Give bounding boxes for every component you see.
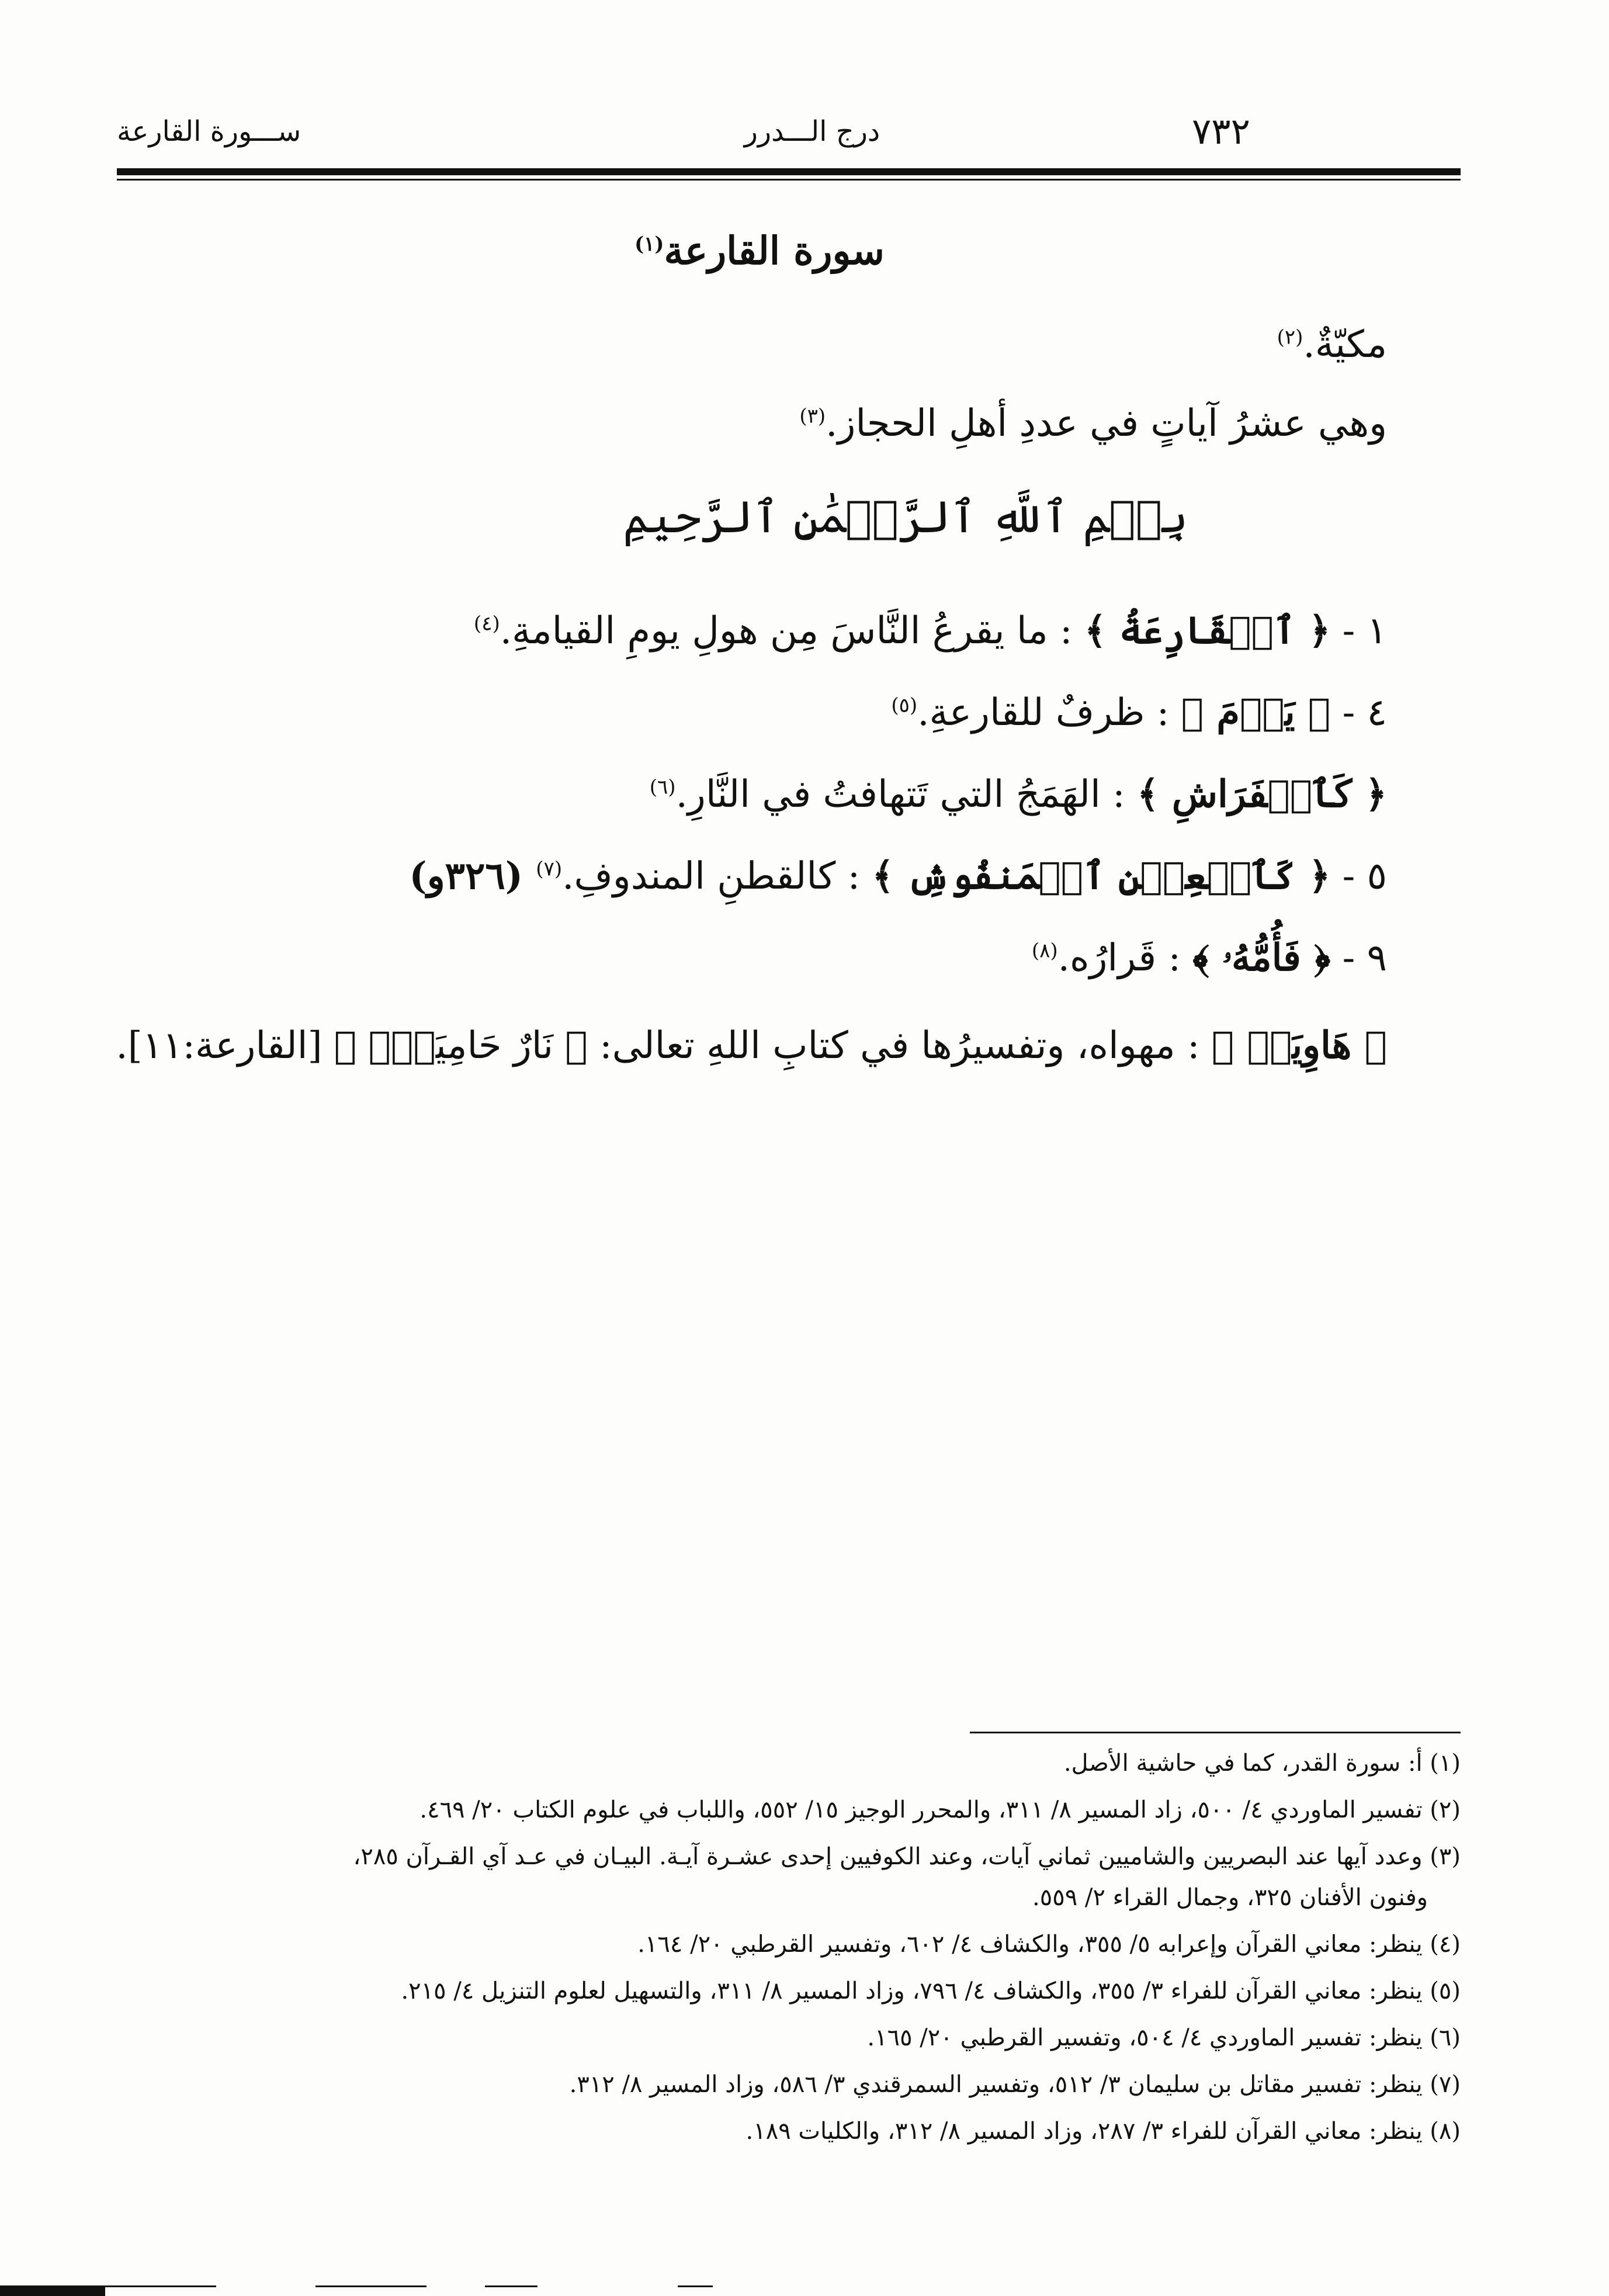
footnote-continuation: وفنون الأفنان ٣٢٥، وجمال القراء ٢/ ٥٥٩. [1032, 1884, 1428, 1911]
footnote-ref: (٢) [1277, 325, 1303, 349]
quran-word: ﴿ كَٱلۡعِهۡنِ ٱلۡمَنفُوشِ ﴾ [872, 854, 1331, 898]
verse-gloss: : قَرارُه. [1057, 937, 1193, 980]
footnote-ref: (٦) [649, 775, 676, 799]
verse-entry [650, 762, 1387, 827]
scan-edge-mark [485, 2285, 538, 2287]
footnote-separator [970, 1732, 1461, 1733]
intro-line-makkiyya [1277, 313, 1387, 377]
footnote: (١) أ: سورة القدر، كما في حاشية الأصل. [1063, 1750, 1461, 1777]
header-rule-thin [117, 179, 1461, 181]
footnote: (٢) تفسير الماوردي ٤/ ٥٠٠، زاد المسير ٨/ ٣١١، والمحرر الوجيز ١٥/ ٥٥٢، واللباب في علوم الكتاب ٢٠/ ٤٦٩. [419, 1796, 1461, 1823]
manuscript-folio-marker: (٣٢٦و) [409, 854, 536, 898]
surah-title-text: سورة القارعة [664, 228, 885, 273]
scan-edge-mark [315, 2285, 426, 2287]
page-number: ٧٣٢ [1192, 110, 1250, 152]
scan-edge-mark [0, 2285, 105, 2296]
footnote-ref: (٣) [799, 404, 826, 428]
quran-word: ﴿ كَٱلۡفَرَاشِ ﴾ [1137, 772, 1387, 816]
footnote: (٤) ينظر: معاني القرآن وإعرابه ٥/ ٣٥٥، والكشاف ٤/ ٦٠٢، وتفسير القرطبي ٢٠/ ١٦٤. [637, 1931, 1461, 1958]
verse-entry [409, 844, 1387, 908]
verse-entry [116, 1014, 1387, 1078]
quran-word: ﴿ يَوۡمَ ﴾ [1181, 691, 1331, 734]
basmala: بِسۡمِ ٱللَّهِ ٱلرَّحۡمَٰنِ ٱلرَّحِيمِ [623, 491, 1188, 543]
footnote: (٧) ينظر: تفسير مقاتل بن سليمان ٣/ ٥١٢، وتفسير السمرقندي ٣/ ٥٨٦، وزاد المسير ٨/ ٣١٢. [569, 2071, 1461, 2098]
verse-number: ٥ - [1330, 855, 1387, 898]
verse-gloss: : ظرفٌ للقارعةِ. [917, 691, 1181, 734]
footnote-ref: (٥) [891, 693, 918, 717]
verse-entry [891, 681, 1387, 745]
running-surah-title: ســـورة القارعة [117, 115, 301, 148]
surah-title [584, 228, 935, 273]
scan-edge-mark [105, 2285, 216, 2287]
footnote: (٥) ينظر: معاني القرآن للفراء ٣/ ٣٥٥، والكشاف ٤/ ٧٩٦، وزاد المسير ٨/ ٣١١، والتسهيل لعلوم التنزيل ٤/ ٢١٥. [401, 1978, 1461, 2004]
verse-number: ٤ - [1330, 691, 1387, 734]
verse-number: ٩ - [1330, 937, 1387, 980]
intro-text: وهي عشرُ آياتٍ في عددِ أهلِ الحجاز. [826, 402, 1387, 445]
footnote-ref: (٤) [473, 612, 500, 636]
verse-number: ١ - [1330, 609, 1387, 653]
verse-gloss: : ما يقرعُ النَّاسَ مِن هولِ يومِ القيامةِ. [500, 609, 1084, 653]
footnote: (٣) وعدد آيها عند البصريين والشاميين ثماني آيات، وعند الكوفيين إحدى عشـرة آيـة. البيـان في عـد آي القـرآن ٢٨٥، [353, 1843, 1461, 1870]
verse-gloss: : الهَمَجُ التي تَتهافتُ في النَّارِ. [675, 773, 1138, 816]
intro-text: مكيّةٌ. [1303, 323, 1387, 366]
verse-entry [474, 599, 1387, 663]
footnote-ref: (١) [634, 233, 664, 256]
verse-gloss: : كالقطنِ المندوفِ. [562, 855, 872, 898]
book-title: درج الـــدرر [744, 115, 880, 148]
scan-edge-mark [678, 2285, 713, 2287]
footnote: (٨) ينظر: معاني القرآن للفراء ٣/ ٢٨٧، وزاد المسير ٨/ ٣١٢، والكليات ١٨٩. [745, 2118, 1461, 2145]
footnote-ref: (٧) [536, 857, 563, 881]
header-rule-thick [117, 168, 1461, 175]
quran-word: ﴿ فَأُمُّهُۥ ﴾ [1192, 936, 1331, 980]
quran-word: ﴿ ٱلۡقَارِعَةُ ﴾ [1084, 609, 1331, 653]
footnote-ref: (٨) [1031, 939, 1058, 963]
verse-gloss: : مهواه، وتفسيرُها في كتابِ اللهِ تعالى: ﴿ نَارٌ حَامِيَةُۢ ﴾ [القارعة:١١]. [116, 1024, 1212, 1067]
verse-entry [1032, 926, 1387, 990]
quran-word: ﴿ هَاوِيَةٞ ﴾ [1211, 1024, 1387, 1067]
footnote: (٦) ينظر: تفسير الماوردي ٤/ ٥٠٤، وتفسير القرطبي ٢٠/ ١٦٥. [867, 2024, 1461, 2051]
intro-line-verse-count [799, 391, 1387, 456]
